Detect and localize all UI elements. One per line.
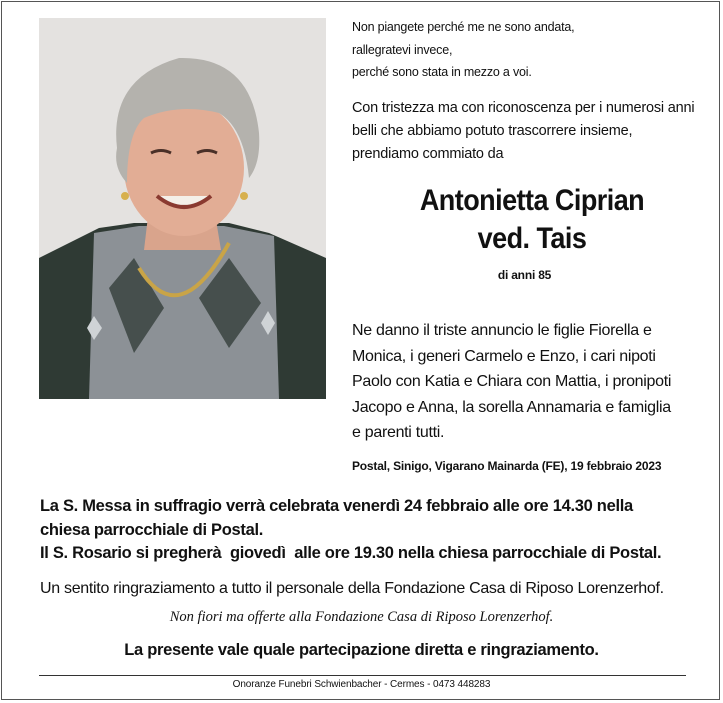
announcement-line: Jacopo e Anna, la sorella Annamaria e famiglia — [352, 398, 671, 416]
mass-line: La S. Messa in suffragio verrà celebrata venerdì 24 febbraio alle ore 14.30 nella — [40, 497, 633, 515]
funeral-home-footer: Onoranze Funebri Schwienbacher - Cermes - 0473 448283 — [232, 679, 491, 690]
announcement-line: Monica, i generi Carmelo e Enzo, i cari nipoti — [352, 347, 656, 365]
deceased-name-block — [370, 182, 694, 258]
rosary-line: Il S. Rosario si pregherà giovedì alle ore 19.30 nella chiesa parrocchiale di Postal. — [40, 544, 662, 562]
age: di anni 85 — [497, 268, 552, 282]
closing-statement: La presente vale quale partecipazione diretta e ringraziamento. — [124, 641, 599, 659]
divider — [39, 675, 686, 676]
deceased-name: Antonietta Ciprian — [419, 184, 645, 217]
portrait-photo — [39, 18, 326, 399]
no-flowers-note: Non fiori ma offerte alla Fondazione Casa di Riposo Lorenzerhof. — [169, 609, 554, 625]
intro-text — [352, 97, 712, 166]
intro-line: prendiamo commiato da — [352, 146, 504, 162]
announcement-line: e parenti tutti. — [352, 424, 445, 441]
thanks-text: Un sentito ringraziamento a tutto il personale della Fondazione Casa di Riposo Lorenzerhof. — [40, 580, 664, 597]
quote-verse — [352, 16, 692, 84]
quote-line: rallegratevi invece, — [352, 42, 453, 57]
announcement — [352, 318, 697, 446]
place-date: Postal, Sinigo, Vigarano Mainarda (FE), 19 febbraio 2023 — [352, 459, 662, 473]
married-name: ved. Tais — [477, 222, 587, 255]
mass-line: chiesa parrocchiale di Postal. — [40, 520, 264, 539]
quote-line: Non piangete perché me ne sono andata, — [352, 20, 575, 34]
announcement-line: Paolo con Katia e Chiara con Mattia, i pronipoti — [352, 373, 672, 390]
service-info — [40, 495, 700, 566]
quote-line: perché sono stata in mezzo a voi. — [352, 65, 532, 79]
intro-line: Con tristezza ma con riconoscenza per i numerosi anni — [352, 100, 695, 116]
intro-line: belli che abbiamo potuto trascorrere insieme, — [352, 123, 633, 139]
announcement-line: Ne danno il triste annuncio le figlie Fiorella e — [352, 322, 652, 339]
